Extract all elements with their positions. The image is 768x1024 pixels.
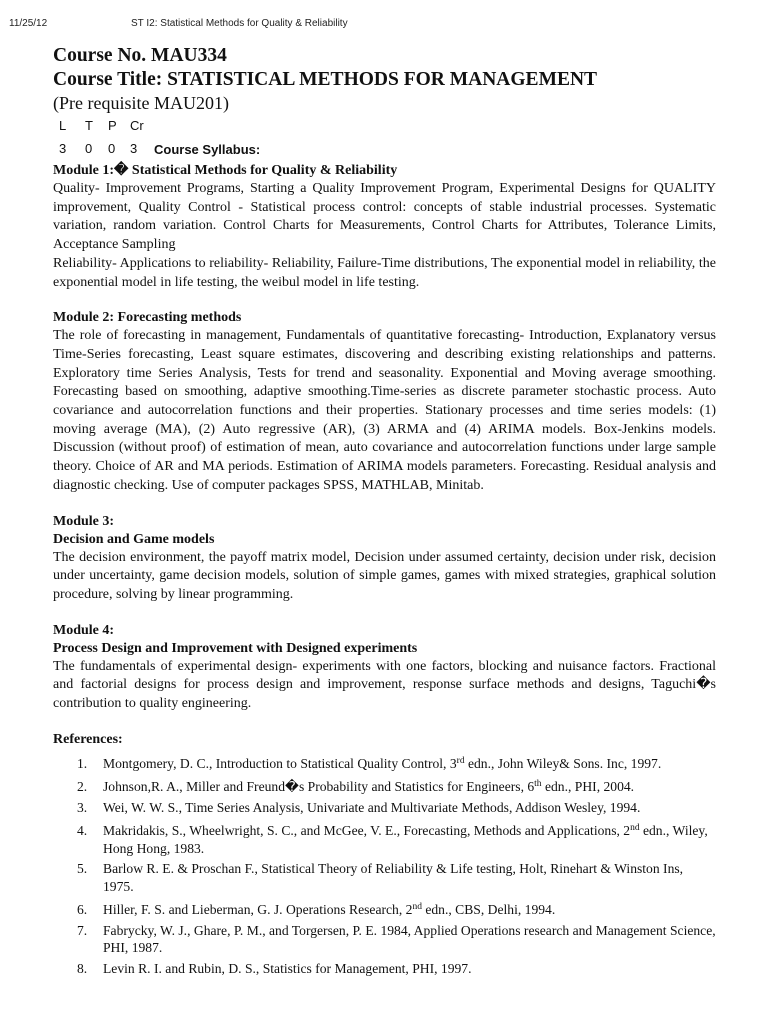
ltp-header-t: T (85, 118, 93, 133)
references-list (53, 755, 716, 978)
module-4-subheading: Process Design and Improvement with Designed experiments (53, 640, 418, 656)
references-heading: References: (53, 731, 123, 747)
ltp-value-t: 0 (85, 141, 93, 156)
reference-item: 8. Levin R. I. and Rubin, D. S., Statistics for Management, PHI, 1997. (77, 960, 472, 976)
reference-number: 5. (77, 861, 88, 877)
reference-number: 3. (77, 799, 88, 815)
reference-item: 1. Montgomery, D. C., Introduction to Statistical Quality Control, 3rd edn., John Wiley& Sons. Inc, 1997. (77, 755, 662, 771)
ltp-header-p: P (108, 118, 117, 133)
credit-table (53, 116, 716, 162)
ltp-value-cr: 3 (130, 141, 138, 156)
module-4-heading: Module 4: (53, 622, 115, 638)
module-4-text: The fundamentals of experimental design- experiments with one factors, blocking and nuisance factors. Fractional and factorial designs for process design and improvement, response surface methods and designs, Taguchi�s contribution to quality engineering. (53, 658, 716, 712)
print-header-title: ST I2: Statistical Methods for Quality & Reliability (131, 18, 348, 29)
reference-number: 7. (77, 922, 88, 938)
ltp-value-l: 3 (59, 141, 67, 156)
reference-number: 6. (77, 902, 88, 918)
module-1-reliability-text: Reliability- Applications to reliability- Reliability, Failure-Time distributions, The exponential model in reliability, the exponential model in life testing, the weibul model in life testing. (53, 255, 716, 290)
reference-item: 3. Wei, W. W. S., Time Series Analysis, Univariate and Multivariate Methods, Addison Wesley, 1994. (77, 799, 641, 815)
reference-item: 2. Johnson,R. A., Miller and Freund�s Probability and Statistics for Engineers, 6th edn., PHI, 2004. (77, 779, 635, 795)
reference-item: 4. Makridakis, S., Wheelwright, S. C., and McGee, V. E., Forecasting, Methods and Applications, 2nd edn., Wiley, Hong Hong, 1983. (77, 823, 708, 856)
reference-number: 4. (77, 823, 88, 839)
course-title: Course Title: STATISTICAL METHODS FOR MANAGEMENT (53, 69, 598, 90)
document-body (53, 44, 716, 980)
reference-number: 1. (77, 755, 88, 771)
print-date: 11/25/12 (9, 18, 48, 29)
reference-item: 5. Barlow R. E. & Proschan F., Statistical Theory of Reliability & Life testing, Holt, Rinehart & Winston Ins, 1975. (77, 861, 684, 894)
reference-number: 2. (77, 779, 88, 795)
module-3-subheading: Decision and Game models (53, 531, 215, 547)
ltp-header-l: L (59, 118, 67, 133)
reference-number: 8. (77, 960, 88, 976)
reference-item: 6. Hiller, F. S. and Lieberman, G. J. Operations Research, 2nd edn., CBS, Delhi, 1994. (77, 902, 556, 918)
course-prerequisite: (Pre requisite MAU201) (53, 93, 229, 113)
module-3-heading: Module 3: (53, 513, 115, 529)
module-3-text: The decision environment, the payoff matrix model, Decision under assumed certainty, decision under risk, decision under uncertainty, game decision models, solution of simple games, games with mixed strategies, graphical solution procedure, solving by linear programming. (53, 549, 716, 602)
module-1-heading: Module 1:� Statistical Methods for Quality & Reliability (53, 163, 398, 178)
module-2-text: The role of forecasting in management, Fundamentals of quantitative forecasting- Introduction, Explanatory versus Time-Series forecasting, Least square estimates, discovering and describing existing relationships and patterns. Exploratory time Series Analysis, Tests for trend and seasonality. Exponential and Moving average smoothing. Forecasting based on smoothing, adaptive smoothing.Time-series as discrete parameter stochastic process. Auto covariance and autocorrelation functions and their properties. Stationary processes and time series models: (1) moving average (MA), (2) Auto regressive (AR), (3) ARMA and (4) ARIMA models. Box-Jenkins models. Discussion (without proof) of estimation of mean, auto covariance and autocorrelation functions under large sample theory. Choice of AR and MA periods. Estimation of ARIMA models parameters. Forecasting. Residual analysis and diagnostic checking. Use of computer packages SPSS, MATHLAB, Minitab. (53, 328, 716, 493)
ltp-header-cr: Cr (130, 118, 144, 133)
ltp-value-p: 0 (108, 141, 116, 156)
course-number: Course No. MAU334 (53, 45, 227, 66)
module-2-heading: Module 2: Forecasting methods (53, 310, 242, 326)
reference-item: 7. Fabrycky, W. J., Ghare, P. M., and Torgersen, P. E. 1984, Applied Operations research and Management Science, PHI, 1987. (77, 922, 716, 956)
module-1-quality-text: Quality- Improvement Programs, Starting a Quality Improvement Program, Experimental Designs for QUALITY improvement, Quality Control - Statistical process control: concepts of stable industrial processes. Systematic variation, random variation. Control Charts for Measurements, Control Charts for Attributes, Tolerance Limits, Acceptance Sampling (53, 181, 716, 253)
syllabus-heading: Course Syllabus: (154, 142, 261, 157)
